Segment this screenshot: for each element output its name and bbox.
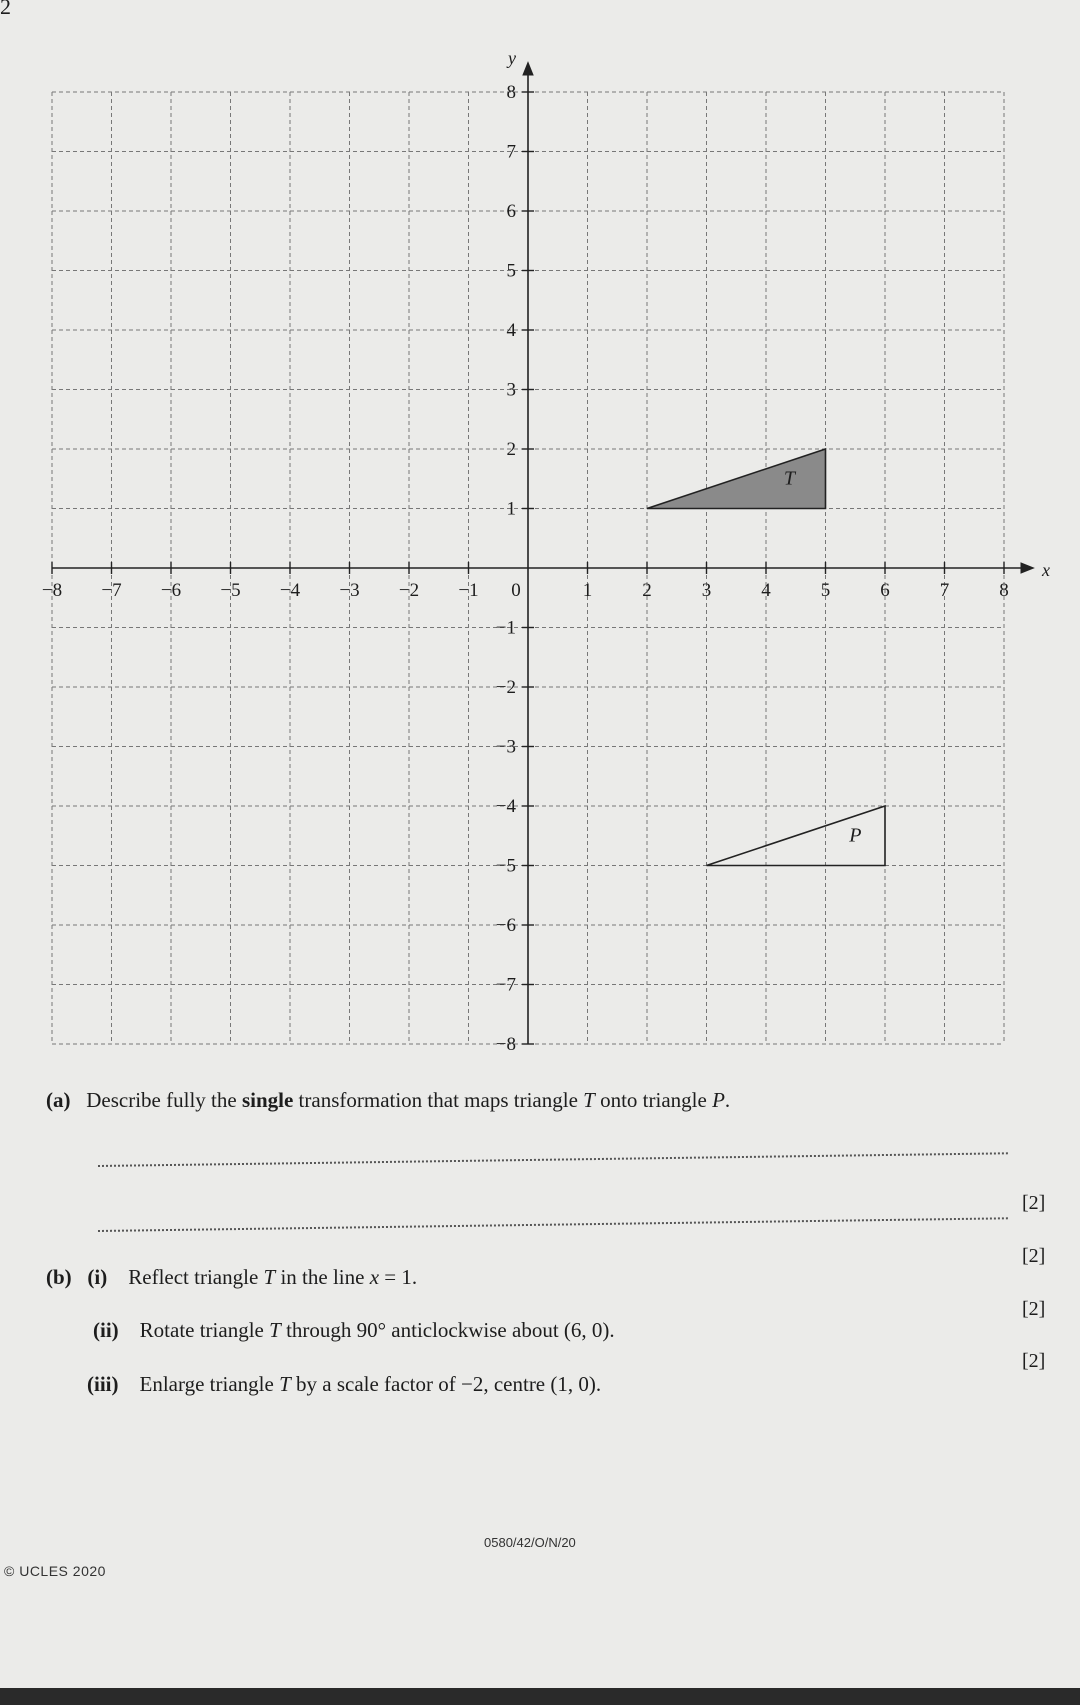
x-tick-label: −5 [220,580,241,601]
y-tick-label: −3 [495,736,516,758]
y-tick-label: −4 [495,796,516,817]
question-a-t: T [583,1088,595,1112]
answer-line-1[interactable] [98,1152,1008,1167]
question-b-i-text-1: Reflect triangle [128,1265,264,1289]
y-tick-label: 3 [506,379,516,401]
x-tick-label: −2 [398,580,420,601]
y-tick-label: −1 [495,617,516,639]
question-b-iii-text-2: by a scale factor of −2, centre (1, 0). [290,1372,602,1396]
x-tick-label: 5 [820,580,831,601]
coordinate-grid [0,20,1080,1060]
x-tick-label: −7 [101,580,122,601]
y-tick-label: −7 [495,974,516,996]
question-b-iii-text-1: Enlarge triangle [139,1372,280,1396]
bottom-shadow [0,1688,1080,1705]
x-tick-label: −4 [279,580,301,601]
y-axis-label: y [508,48,516,68]
question-b-i-text-2: in the line [275,1265,370,1289]
question-b-i-x: x [369,1265,380,1289]
question-b-ii-num: (ii) [93,1318,119,1342]
question-a-end: . [724,1088,731,1112]
y-tick-label: −2 [495,677,516,698]
question-b-ii-text-2: through 90° anticlockwise about (6, 0). [280,1318,615,1342]
paper-code: 0580/42/O/N/20 [484,1535,576,1550]
x-tick-label: 2 [642,580,652,601]
question-a-text-1: Describe fully the [86,1088,242,1112]
x-tick-label: 6 [880,580,890,601]
question-a [46,1088,730,1113]
x-tick-label: −6 [160,580,182,601]
question-b-i [46,1265,417,1290]
x-tick-label: 8 [999,580,1009,601]
question-a-text-3: onto triangle [594,1088,713,1112]
marks-b-ii: [2] [1022,1298,1046,1320]
x-tick-label: 7 [939,580,950,601]
question-a-p: P [712,1088,725,1112]
question-b-ii [93,1318,615,1343]
question-a-text-2: transformation that maps triangle [293,1088,584,1112]
triangle-T-label: T [783,467,795,490]
y-tick-label: −8 [495,1034,516,1055]
x-axis-label: x [1042,560,1050,580]
question-b-iii-num: (iii) [87,1372,119,1396]
x-tick-label: −8 [41,580,63,601]
x-tick-label: 4 [761,580,771,601]
question-b-i-text-3: = 1. [379,1265,418,1289]
question-b-i-num: (i) [87,1265,108,1289]
marks-b-i: [2] [1022,1245,1046,1267]
y-tick-label: −5 [495,855,516,877]
question-b-iii-t: T [279,1372,291,1396]
x-tick-label: 0 [511,580,521,601]
question-a-bold: single [241,1088,294,1112]
triangle-P-label: P [849,824,862,847]
x-tick-label: −1 [458,580,479,601]
marks-a: [2] [1022,1192,1046,1214]
question-b-i-t: T [263,1265,276,1289]
question-b-iii [87,1372,601,1397]
x-tick-label: 1 [582,580,593,601]
x-tick-label: 3 [701,580,712,601]
question-a-label: (a) [46,1088,71,1112]
x-tick-label: −3 [339,580,360,601]
page-number: 2 [0,0,11,19]
y-tick-label: 2 [506,439,516,460]
triangle-T [647,449,826,509]
y-tick-label: −6 [495,915,516,936]
y-tick-label: 4 [506,320,516,341]
y-tick-label: 7 [506,141,516,163]
question-b-ii-t: T [269,1318,281,1342]
y-tick-label: 5 [506,260,516,282]
answer-line-2[interactable] [98,1217,1008,1232]
marks-b-iii: [2] [1022,1350,1046,1372]
y-tick-label: 1 [506,498,516,520]
question-b-label: (b) [46,1265,72,1289]
y-tick-label: 8 [506,82,516,103]
question-b-ii-text-1: Rotate triangle [139,1318,270,1342]
copyright: © UCLES 2020 [4,1563,106,1579]
y-tick-label: 6 [506,201,516,222]
